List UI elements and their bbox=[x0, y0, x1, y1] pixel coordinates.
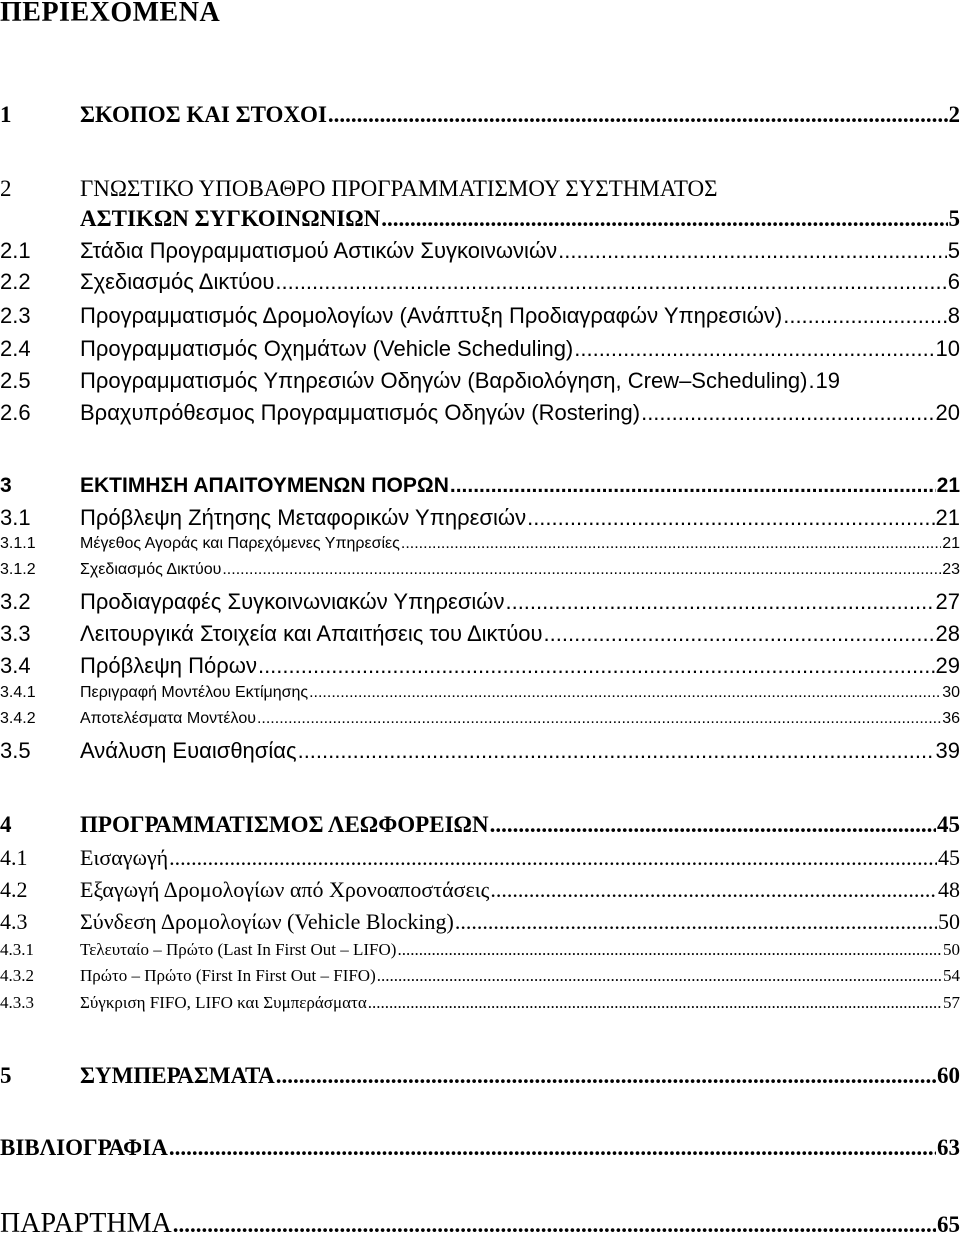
toc-entry-2-3[interactable] bbox=[0, 303, 960, 333]
toc-entry-4-2[interactable] bbox=[0, 877, 960, 907]
dot-leader bbox=[258, 653, 935, 679]
toc-page-number: 63 bbox=[937, 1135, 960, 1160]
toc-page-number: 60 bbox=[937, 1063, 960, 1088]
toc-page-number: 65 bbox=[937, 1212, 960, 1237]
dot-leader bbox=[558, 238, 947, 264]
toc-number: 3.4.1 bbox=[0, 684, 36, 701]
dot-leader bbox=[401, 535, 941, 553]
dot-leader bbox=[222, 561, 941, 579]
toc-title-line2: ΑΣΤΙΚΩΝ ΣΥΓΚΟΙΝΩΝΙΩΝ bbox=[80, 206, 381, 231]
toc-title: Προγραμματισμός Οχημάτων (Vehicle Scheduling) bbox=[80, 336, 574, 361]
dot-leader bbox=[276, 1063, 936, 1089]
toc-page-number: 54 bbox=[943, 966, 960, 985]
toc-number: 3.3 bbox=[0, 621, 31, 646]
dot-leader bbox=[368, 993, 942, 1013]
toc-page-number: 50 bbox=[938, 909, 960, 934]
toc-entry-3-5[interactable] bbox=[0, 738, 960, 768]
dot-leader bbox=[527, 505, 934, 531]
toc-page-number: 21 bbox=[942, 535, 960, 552]
dot-leader bbox=[397, 940, 942, 960]
toc-title: Σύγκριση FIFO, LIFO και Συμπεράσματα bbox=[80, 993, 367, 1012]
toc-entry-appendix[interactable] bbox=[0, 1208, 960, 1240]
toc-title: ΠΡΟΓΡΑΜΜΑΤΙΣΜΟΣ ΛΕΩΦΟΡΕΙΩΝ bbox=[80, 812, 489, 837]
toc-number: 1 bbox=[0, 102, 12, 127]
dot-leader bbox=[298, 738, 935, 764]
dot-leader bbox=[490, 812, 936, 838]
toc-page-number: 27 bbox=[935, 589, 960, 614]
toc-title: Βραχυπρόθεσμος Προγραμματισμός Οδηγών (Rostering) bbox=[80, 400, 641, 425]
toc-page-number: 21 bbox=[936, 474, 960, 497]
toc-page-number: 2 bbox=[948, 102, 960, 127]
toc-number: 5 bbox=[0, 1063, 12, 1088]
toc-page-number: 50 bbox=[943, 940, 960, 959]
toc-number: 2.6 bbox=[0, 400, 31, 425]
toc-page-number: 45 bbox=[938, 845, 960, 870]
toc-entry-2[interactable] bbox=[0, 206, 960, 236]
toc-number: 3.1.1 bbox=[0, 535, 36, 552]
toc-title: Εξαγωγή Δρομολογίων από Χρονοαποστάσεις bbox=[80, 877, 490, 902]
dot-leader bbox=[309, 684, 941, 702]
toc-entry-3-1-2[interactable] bbox=[0, 561, 960, 591]
toc-title: Περιγραφή Μοντέλου Εκτίμησης bbox=[80, 684, 309, 701]
dot-leader bbox=[455, 909, 937, 935]
toc-number: 2.3 bbox=[0, 303, 31, 328]
toc-number: 4.3 bbox=[0, 909, 28, 934]
toc-page-number: 29 bbox=[935, 653, 960, 678]
dot-leader bbox=[783, 303, 947, 329]
dot-leader bbox=[574, 336, 934, 362]
toc-title: Σχεδιασμός Δικτύου bbox=[80, 269, 275, 294]
dot-leader bbox=[450, 474, 936, 498]
toc-page-number: 8 bbox=[947, 303, 960, 328]
toc-number: 2.5 bbox=[0, 368, 31, 393]
toc-title: Τελευταίο – Πρώτο (Last In First Out – LIFO) bbox=[80, 940, 397, 959]
toc-number: 4.2 bbox=[0, 877, 28, 902]
toc-number: 4.3.1 bbox=[0, 940, 34, 959]
toc-title: Αποτελέσματα Μοντέλου bbox=[80, 710, 256, 727]
toc-entry-3-2[interactable] bbox=[0, 589, 960, 619]
toc-title: Προδιαγραφές Συγκοινωνιακών Υπηρεσιών bbox=[80, 589, 505, 614]
toc-entry-4-3-2[interactable] bbox=[0, 966, 960, 996]
toc-entry-1[interactable] bbox=[0, 102, 960, 132]
toc-entry-4-3-3[interactable] bbox=[0, 993, 960, 1023]
toc-entry-5[interactable] bbox=[0, 1063, 960, 1093]
toc-title-line1: ΓΝΩΣΤΙΚΟ ΥΠΟΒΑΘΡΟ ΠΡΟΓΡΑΜΜΑΤΙΣΜΟΥ ΣΥΣΤΗΜΑΤΟΣ bbox=[80, 176, 718, 201]
toc-entry-2-5[interactable] bbox=[0, 368, 960, 398]
toc-page-number: 19 bbox=[815, 368, 840, 393]
toc-title: Πρόβλεψη Ζήτησης Μεταφορικών Υπηρεσιών bbox=[80, 505, 527, 530]
toc-page-number: 21 bbox=[935, 505, 960, 530]
toc-title: ΒΙΒΛΙΟΓΡΑΦΙΑ bbox=[0, 1135, 168, 1160]
toc-page-number: 5 bbox=[947, 238, 960, 263]
dot-leader bbox=[328, 102, 948, 128]
toc-title: Εισαγωγή bbox=[80, 845, 169, 870]
toc-number: 3.4.2 bbox=[0, 710, 36, 727]
toc-entry-3[interactable] bbox=[0, 474, 960, 504]
dot-leader bbox=[257, 710, 941, 728]
toc-page-number: 39 bbox=[935, 738, 960, 763]
toc-entry-4-1[interactable] bbox=[0, 845, 960, 875]
toc-entry-2-2[interactable] bbox=[0, 269, 960, 299]
toc-number: 3.5 bbox=[0, 738, 31, 763]
toc-title: Λειτουργικά Στοιχεία και Απαιτήσεις του Δικτύου bbox=[80, 621, 543, 646]
toc-title: ΠΑΡΑΡΤΗΜΑ bbox=[0, 1208, 172, 1239]
toc-number: 3.2 bbox=[0, 589, 31, 614]
dot-leader bbox=[490, 877, 937, 903]
toc-entry-2-6[interactable] bbox=[0, 400, 960, 430]
toc-page-number: 48 bbox=[938, 877, 960, 902]
toc-page-number: 28 bbox=[935, 621, 960, 646]
toc-entry-4[interactable] bbox=[0, 812, 960, 842]
page-title: ΠΕΡΙΕΧΟΜΕΝΑ bbox=[0, 0, 221, 28]
dot-leader bbox=[377, 966, 942, 986]
toc-page-number: 10 bbox=[935, 336, 960, 361]
toc-title: Σύνδεση Δρομολογίων (Vehicle Blocking) bbox=[80, 909, 454, 934]
toc-page-number: 45 bbox=[937, 812, 960, 837]
toc-title: Πρόβλεψη Πόρων bbox=[80, 653, 257, 678]
toc-title: Στάδια Προγραμματισμού Αστικών Συγκοινωνιών bbox=[80, 238, 558, 263]
toc-entry-3-4[interactable] bbox=[0, 653, 960, 683]
toc-title: Προγραμματισμός Δρομολογίων (Ανάπτυξη Προδιαγραφών Υπηρεσιών) bbox=[80, 303, 783, 328]
dot-leader bbox=[641, 400, 934, 426]
toc-page-number: 5 bbox=[948, 206, 960, 231]
toc-entry-3-3[interactable] bbox=[0, 621, 960, 651]
dot-leader bbox=[544, 621, 935, 647]
toc-title: Πρώτο – Πρώτο (First In First Out – FIFO) bbox=[80, 966, 376, 985]
toc-page-number: 23 bbox=[942, 561, 960, 578]
toc-page-number: 20 bbox=[935, 400, 960, 425]
toc-title: Σχεδιασμός Δικτύου bbox=[80, 561, 222, 578]
toc-title: Ανάλυση Ευαισθησίας bbox=[80, 738, 297, 763]
toc-number: 2.1 bbox=[0, 238, 31, 263]
toc-entry-3-4-2[interactable] bbox=[0, 710, 960, 740]
toc-number: 2 bbox=[0, 176, 12, 201]
toc-number: 4.3.3 bbox=[0, 993, 34, 1012]
toc-number: 2.2 bbox=[0, 269, 31, 294]
toc-number: 3.1.2 bbox=[0, 561, 36, 578]
toc-number: 3 bbox=[0, 474, 12, 497]
toc-entry-2-4[interactable] bbox=[0, 336, 960, 366]
toc-entry-2-1[interactable] bbox=[0, 238, 960, 268]
toc-page-number: 57 bbox=[943, 993, 960, 1012]
dot-leader bbox=[169, 1135, 936, 1161]
toc-page-number: 6 bbox=[947, 269, 960, 294]
toc-title: ΣΚΟΠΟΣ ΚΑΙ ΣΤΟΧΟΙ bbox=[80, 102, 327, 127]
toc-number: 2.4 bbox=[0, 336, 31, 361]
dot-leader bbox=[169, 845, 937, 871]
toc-number: 3.1 bbox=[0, 505, 31, 530]
toc-number: 4 bbox=[0, 812, 12, 837]
toc-entry-3-1[interactable] bbox=[0, 505, 960, 535]
toc-number: 4.3.2 bbox=[0, 966, 34, 985]
toc-page-number: 36 bbox=[942, 710, 960, 727]
dot-leader bbox=[275, 269, 946, 295]
toc-title: ΣΥΜΠΕΡΑΣΜΑΤΑ bbox=[80, 1063, 275, 1088]
dot-leader bbox=[173, 1212, 936, 1238]
toc-title: Προγραμματισμός Υπηρεσιών Οδηγών (Βαρδιολόγηση, Crew–Scheduling) bbox=[80, 368, 808, 393]
dot-leader bbox=[381, 206, 947, 232]
toc-number: 3.4 bbox=[0, 653, 31, 678]
toc-entry-4-3[interactable] bbox=[0, 909, 960, 939]
toc-title: ΕΚΤΙΜΗΣΗ ΑΠΑΙΤΟΥΜΕΝΩΝ ΠΟΡΩΝ bbox=[80, 474, 449, 497]
toc-entry-bibliography[interactable] bbox=[0, 1135, 960, 1165]
dot-leader bbox=[505, 589, 934, 615]
toc-number: 4.1 bbox=[0, 845, 28, 870]
toc-title: Μέγεθος Αγοράς και Παρεχόμενες Υπηρεσίες bbox=[80, 535, 400, 552]
toc-page-number: 30 bbox=[942, 684, 960, 701]
dot-leader bbox=[809, 368, 815, 394]
